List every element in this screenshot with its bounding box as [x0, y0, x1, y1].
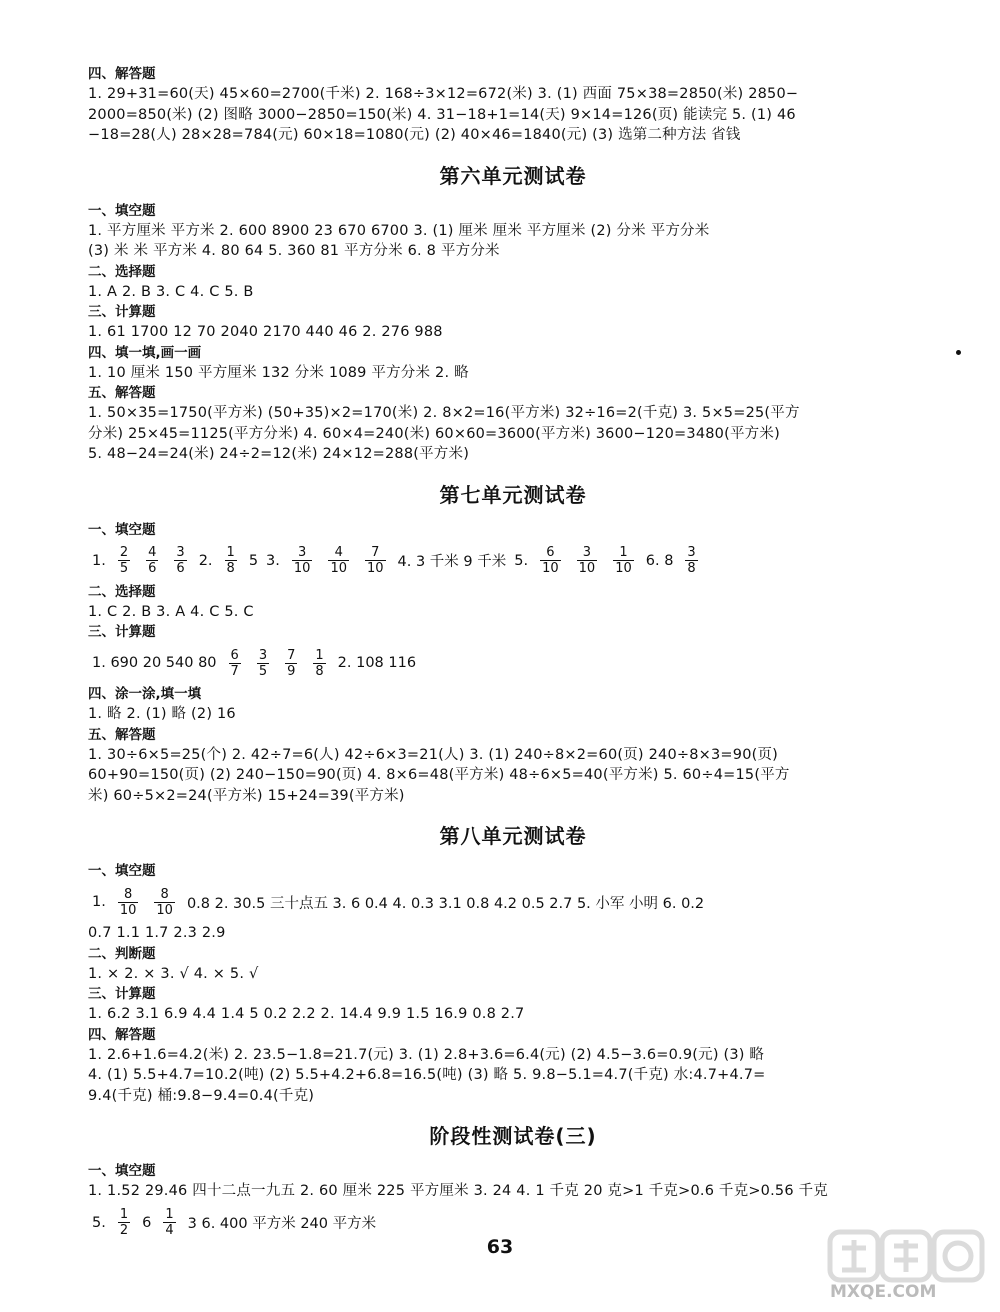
answer-line: 1. 29+31=60(天) 45×60=2700(千米) 2. 168÷3×12=672(米) 3. (1) 西面 75×38=2850(米) 2850− — [88, 86, 799, 102]
denominator: 10 — [366, 561, 384, 576]
numerator: 6 — [546, 545, 555, 560]
numerator: 4 — [334, 545, 343, 560]
answer-line: 9.4(千克) 桶:9.8−9.4=0.4(千克) — [88, 1087, 315, 1104]
answer-line: 2000=850(米) (2) 图略 3000−2850=150(米) 4. 31−18+1=14(天) 9×14=126(页) 能读完 5. (1) 46 — [88, 106, 796, 123]
unit-8-title: 第八单元测试卷 — [439, 824, 587, 848]
denominator: 10 — [156, 902, 173, 918]
section-header: 三、计算题 — [88, 986, 156, 1002]
answer-line: 1. 30÷6×5=25(个) 2. 42÷7=6(人) 42÷6×3=21(人) 3. (1) 240÷8×2=60(页) 240÷8×3=90(页) — [88, 746, 779, 763]
answer-line: 0.7 1.1 1.7 2.3 2.9 — [88, 925, 226, 941]
denominator: 10 — [119, 902, 137, 918]
item-number: 2. — [198, 552, 213, 569]
fraction — [174, 545, 186, 576]
answer-line: 1. 61 1700 12 70 2040 2170 440 46 2. 276 988 — [88, 324, 443, 340]
answer-text: 6 — [142, 1214, 152, 1231]
fraction — [118, 545, 130, 576]
fraction — [285, 648, 297, 679]
item-number: 1. — [92, 552, 106, 569]
answer-line: −18=28(人) 28×28=784(元) 60×18=1080(元) (2) 40×46=1840(元) (3) 选第二种方法 省钱 — [88, 127, 741, 143]
numerator: 3 — [687, 545, 696, 560]
fraction — [257, 648, 269, 679]
numerator: 3 — [582, 545, 592, 560]
answer-line: 分米) 25×45=1125(平方分米) 4. 60×4=240(米) 60×60=3600(平方米) 3600−120=3480(平方米) — [88, 425, 780, 442]
denominator: 8 — [226, 561, 235, 576]
numerator: 6 — [230, 647, 239, 663]
answer-line: 1. 平方厘米 平方米 2. 600 8900 23 670 6700 3. (1) 厘米 厘米 平方厘米 (2) 分米 平方分米 — [88, 222, 710, 239]
fraction — [685, 545, 697, 576]
numerator: 7 — [287, 647, 296, 663]
item-number: 5. — [514, 552, 529, 569]
answer-line: 60+90=150(页) (2) 240−150=90(页) 4. 8×6=48(平方米) 48÷6×5=40(平方米) 5. 60÷4=15(平方 — [88, 767, 790, 783]
numerator: 1 — [619, 545, 628, 560]
section-header: 一、填空题 — [88, 1163, 156, 1179]
denominator: 8 — [687, 561, 696, 576]
section-header: 三、计算题 — [88, 624, 156, 640]
denominator: 7 — [230, 663, 239, 679]
denominator: 6 — [176, 561, 185, 576]
numerator: 1 — [315, 647, 324, 663]
answer-text: 3 6. 400 平方米 240 平方米 — [187, 1216, 377, 1232]
item-number: 3. — [266, 552, 280, 569]
answer-line: 4. (1) 5.5+4.7=10.2(吨) (2) 5.5+4.2+6.8=16.5(吨) (3) 略 5. 9.8−5.1=4.7(千克) 水:4.7+4.7= — [88, 1067, 766, 1083]
denominator: 2 — [119, 1223, 129, 1238]
answer-line: 1. 略 2. (1) 略 (2) 16 — [88, 706, 236, 722]
numerator: 1 — [165, 1207, 174, 1222]
section-header: 二、选择题 — [88, 263, 156, 280]
fraction-answer-line — [88, 642, 938, 684]
denominator: 5 — [119, 561, 129, 576]
fraction — [577, 545, 598, 576]
denominator: 10 — [615, 561, 632, 576]
numerator: 8 — [160, 886, 169, 902]
unit-7-title: 第七单元测试卷 — [439, 482, 587, 507]
section-header: 四、填一填,画一画 — [88, 344, 202, 361]
item-number: 5. — [92, 1214, 106, 1231]
stage-test-3-title: 阶段性测试卷(三) — [429, 1124, 597, 1148]
numerator: 8 — [123, 886, 133, 902]
answer-text: 2. 108 116 — [337, 655, 417, 671]
answer-page — [88, 64, 938, 1244]
section-header: 一、填空题 — [88, 202, 156, 219]
section-header: 二、判断题 — [88, 945, 156, 962]
answer-line: (3) 米 米 平方米 4. 80 64 5. 360 81 平方分米 6. 8 平方分米 — [88, 243, 500, 259]
answer-line: 1. 10 厘米 150 平方厘米 132 分米 1089 平方分米 2. 略 — [88, 364, 469, 381]
fraction — [154, 887, 175, 918]
fraction-answer-line — [88, 540, 938, 582]
denominator: 4 — [165, 1223, 174, 1238]
fraction — [313, 648, 325, 679]
ink-dot — [956, 350, 961, 355]
denominator: 10 — [330, 561, 347, 576]
answer-line: 1. 6.2 3.1 6.9 4.4 1.4 5 0.2 2.2 2. 14.4 9.9 1.5 16.9 0.8 2.7 — [88, 1006, 525, 1022]
numerator: 3 — [176, 545, 185, 560]
answer-text: 0.8 2. 30.5 三十点五 3. 6 0.4 4. 0.3 3.1 0.8 4.2 0.5 2.7 5. 小军 小明 6. 0.2 — [186, 895, 705, 912]
section-header: 五、解答题 — [88, 385, 156, 401]
answer-line: 米) 60÷5×2=24(平方米) 15+24=39(平方米) — [88, 787, 405, 804]
fraction — [163, 1207, 175, 1238]
answer-line: 1. C 2. B 3. A 4. C 5. C — [88, 603, 254, 620]
denominator: 10 — [293, 561, 311, 576]
section-header: 五、解答题 — [88, 726, 156, 743]
denominator: 6 — [148, 561, 157, 576]
fraction — [229, 648, 241, 679]
numerator: 1 — [226, 545, 235, 560]
page-number: 63 — [486, 1236, 514, 1258]
answer-text: 5 — [248, 552, 259, 569]
fraction — [365, 545, 386, 576]
item-number: 1. — [92, 894, 106, 910]
fraction — [146, 545, 158, 576]
denominator: 5 — [258, 663, 268, 679]
denominator: 9 — [287, 663, 296, 679]
fraction-answer-line — [88, 881, 938, 923]
fraction — [118, 1207, 130, 1238]
numerator: 1 — [119, 1207, 129, 1222]
fraction — [225, 545, 237, 576]
answer-line: 1. 50×35=1750(平方米) (50+35)×2=170(米) 2. 8×2=16(平方米) 32÷16=2(千克) 3. 5×5=25(平方 — [88, 405, 800, 421]
watermark-url: MXQE.COM — [830, 1282, 937, 1302]
section-header: 三、计算题 — [88, 304, 156, 320]
answer-line: 1. × 2. × 3. √ 4. × 5. √ — [88, 965, 259, 982]
fraction — [613, 545, 634, 576]
answer-line: 5. 48−24=24(米) 24÷2=12(米) 24×12=288(平方米) — [88, 446, 470, 462]
answer-text: 1. 690 20 540 80 — [92, 655, 217, 671]
section-header: 二、选择题 — [88, 583, 156, 600]
denominator: 8 — [315, 663, 324, 679]
fraction — [118, 887, 139, 918]
unit-6-title: 第六单元测试卷 — [439, 163, 587, 188]
denominator: 10 — [542, 561, 559, 576]
denominator: 10 — [578, 561, 596, 576]
section-header: 一、填空题 — [88, 863, 156, 879]
numerator: 3 — [298, 545, 307, 560]
section-header: 一、填空题 — [88, 521, 156, 538]
section-header: 四、解答题 — [88, 66, 156, 82]
numerator: 2 — [119, 545, 129, 560]
fraction — [540, 545, 561, 576]
section-header: 四、涂一涂,填一填 — [88, 686, 202, 702]
numerator: 4 — [148, 545, 157, 560]
answer-line: 1. 1.52 29.46 四十二点一九五 2. 60 厘米 225 平方厘米 3. 24 4. 1 千克 20 克>1 千克>0.6 千克>0.56 千克 — [88, 1183, 828, 1199]
fraction — [328, 545, 349, 576]
answer-text: 4. 3 千米 9 千米 — [397, 554, 507, 570]
answer-line: 1. 2.6+1.6=4.2(米) 2. 23.5−1.8=21.7(元) 3. (1) 2.8+3.6=6.4(元) (2) 4.5−3.6=0.9(元) (3) 略 — [88, 1046, 765, 1063]
numerator: 3 — [258, 647, 268, 663]
answer-line: 1. A 2. B 3. C 4. C 5. B — [88, 283, 254, 300]
numerator: 7 — [371, 545, 380, 560]
section-header: 四、解答题 — [88, 1026, 156, 1043]
fraction — [292, 545, 313, 576]
answer-text: 6. 8 — [645, 552, 674, 569]
